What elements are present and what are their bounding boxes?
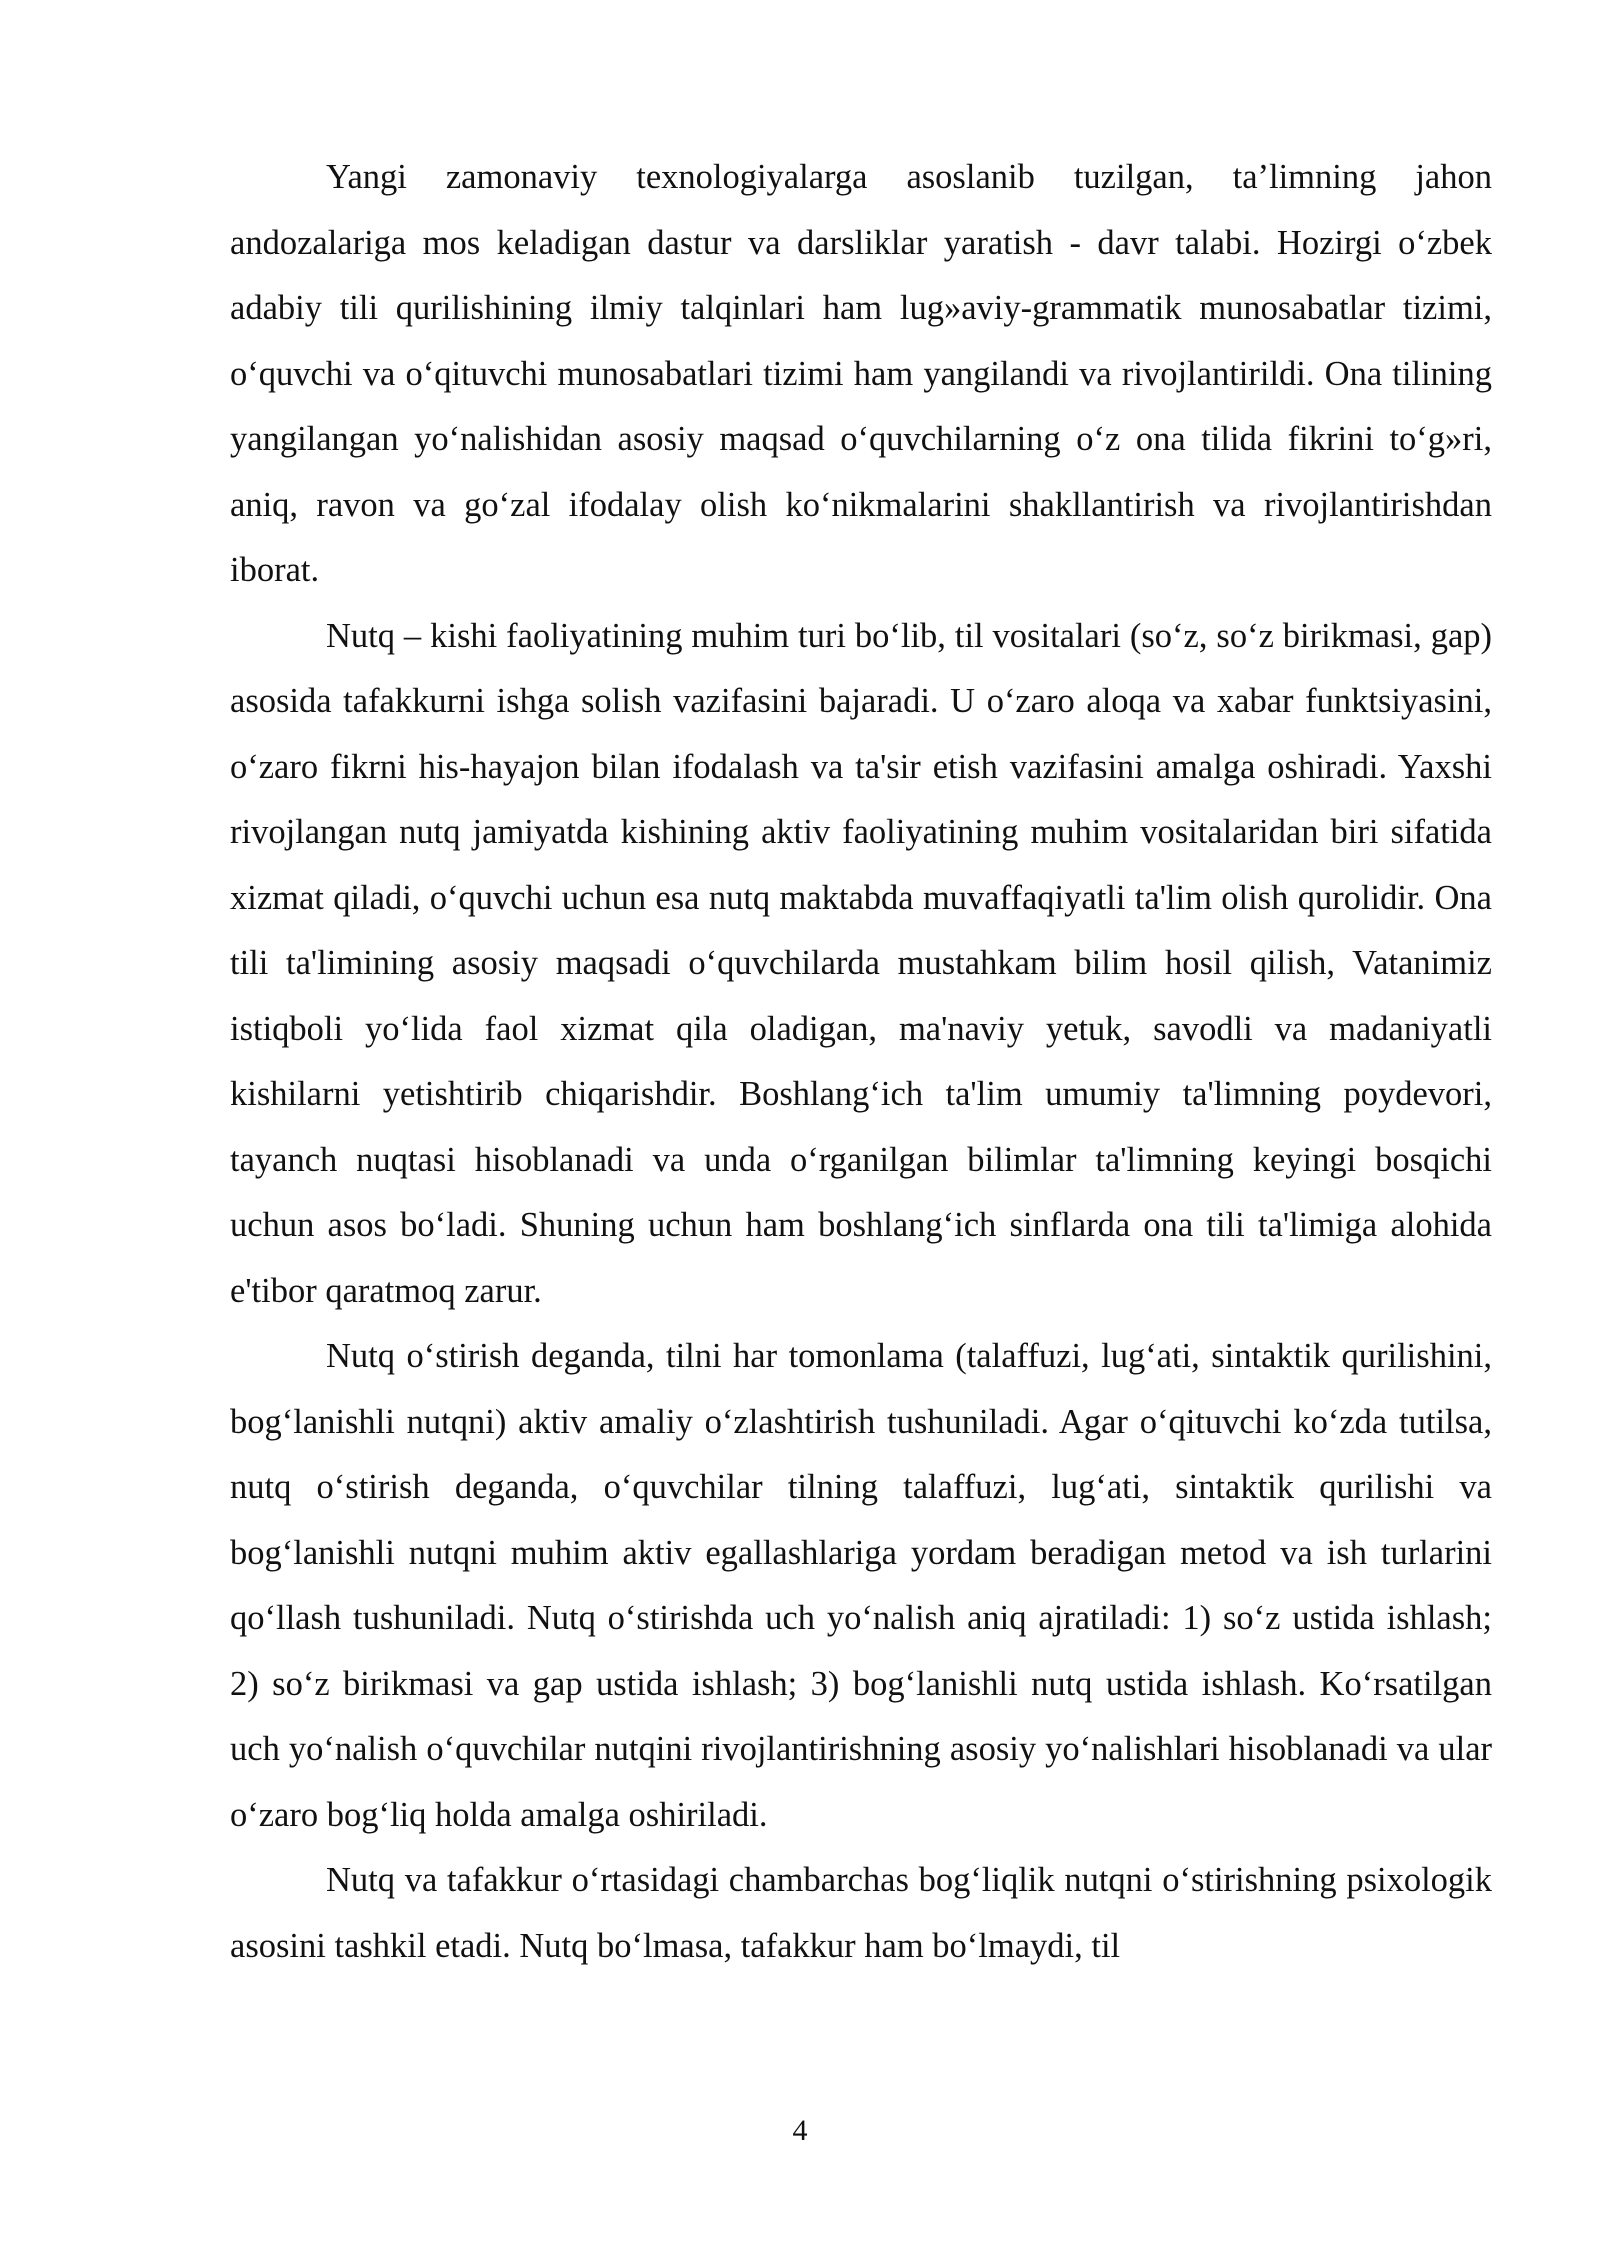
paragraph-4: Nutq va tafakkur o‘rtasidagi chambarchas bog‘liqlik nutqni o‘stirishning psixologik asosini tashkil etadi. Nutq bo‘lmasa, tafakkur ham bo‘lmaydi, til (230, 1861, 1492, 1965)
document-page (230, 145, 1492, 1979)
paragraph-3: Nutq o‘stirish deganda, tilni har tomonlama (talaffuzi, lug‘ati, sintaktik qurilishini, bog‘lanishli nutqni) aktiv amaliy o‘zlashtirish tushuniladi. Agar o‘qituvchi ko‘zda tutilsa, nutq o‘stirish deganda, o‘quvchilar tilning talaffuzi, lug‘ati, sintaktik qurilishi va bog‘lanishli nutqni muhim aktiv egallashlariga yordam beradigan metod va ish turlarini qo‘llash tushuniladi. Nutq o‘stirishda uch yo‘nalish aniq ajratiladi: 1) so‘z ustida ishlash; 2) so‘z birikmasi va gap ustida ishlash; 3) bog‘lanishli nutq ustida ishlash. Ko‘rsatilgan uch yo‘nalish o‘quvchilar nutqini rivojlantirishning asosiy yo‘nalishlari hisoblanadi va ular o‘zaro bog‘liq holda amalga oshiriladi. (230, 1337, 1492, 1834)
paragraph-1: Yangi zamonaviy texnologiyalarga asoslanib tuzilgan, ta’limning jahon andozalariga mos keladigan dastur va darsliklar yaratish - davr talabi. Hozirgi o‘zbek adabiy tili qurilishining ilmiy talqinlari ham lug»aviy-grammatik munosabatlar tizimi, o‘quvchi va o‘qituvchi munosabatlari tizimi ham yangilandi va rivojlantirildi. Ona tilining yangilangan yo‘nalishidan asosiy maqsad o‘quvchilarning o‘z ona tilida fikrini to‘g»ri, aniq, ravon va go‘zal ifodalay olish ko‘nikmalarini shakllantirish va rivojlantirishdan iborat. (230, 158, 1492, 589)
paragraph-2: Nutq – kishi faoliyatining muhim turi bo‘lib, til vositalari (so‘z, so‘z birikmasi, gap) asosida tafakkurni ishga solish vazifasini bajaradi. U o‘zaro aloqa va xabar funktsiyasini, o‘zaro fikrni his-hayajon bilan ifodalash va ta'sir etish vazifasini amalga oshiradi. Yaxshi rivojlangan nutq jamiyatda kishining aktiv faoliyatining muhim vositalaridan biri sifatida xizmat qiladi, o‘quvchi uchun esa nutq maktabda muvaffaqiyatli ta'lim olish qurolidir. Ona tili ta'limining asosiy maqsadi o‘quvchilarda mustahkam bilim hosil qilish, Vatanimiz istiqboli yo‘lida faol xizmat qila oladigan, ma'naviy yetuk, savodli va madaniyatli kishilarni yetishtirib chiqarishdir. Boshlang‘ich ta'lim umumiy ta'limning poydevori, tayanch nuqtasi hisoblanadi va unda o‘rganilgan bilimlar ta'limning keyingi bosqichi uchun asos bo‘ladi. Shuning uchun ham boshlang‘ich sinflarda ona tili ta'limiga alohida e'tibor qaratmoq zarur. (230, 616, 1492, 1310)
page-number: 4 (792, 2114, 808, 2147)
